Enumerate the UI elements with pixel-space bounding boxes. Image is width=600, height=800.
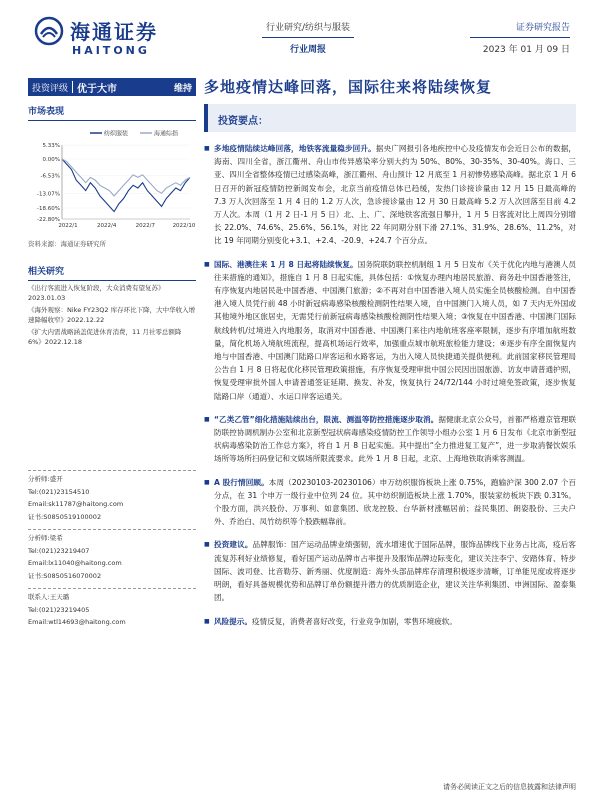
haitong-logo xyxy=(34,14,174,62)
related-research-title: 相关研究 xyxy=(28,264,196,281)
key-point-lead: 国际、港澳往来 1 月 8 日起将陆续恢复。 xyxy=(214,259,358,269)
main-content xyxy=(204,104,576,628)
key-point-body: 本周（20230103-20230106）申万纺织服饰板块上涨 0.75%，跑输沪深 300 2.07 个百分点，在 31 个申万一级行业中位列 24 位。其中纺织制造板块上涨 1.70%，服装家纺板块下跌 0.31%。个股方面，洪兴股份、万事利、如意集团、欣龙控股、台华新材涨幅居前；益民集团、朗姿股份、三夫户外、乔治白、凤竹纺织等个股跌幅靠前。 xyxy=(214,477,576,527)
analyst-card xyxy=(28,470,196,523)
key-point-paragraph xyxy=(204,413,576,466)
key-point-paragraph xyxy=(204,615,576,628)
series-line xyxy=(62,159,190,196)
market-performance-title: 市场表现 xyxy=(28,104,196,121)
market-chart xyxy=(28,125,196,233)
y-tick-label: -18.60% xyxy=(37,205,60,212)
report-category: 行业研究/纺织与服装 xyxy=(262,20,354,38)
analyst-card xyxy=(28,529,196,582)
report-header xyxy=(0,0,600,70)
key-point-lead: “乙类乙管”细化措施陆续出台，限流、测温等防控措施逐步取消。 xyxy=(214,414,439,424)
logo-chinese: 海通证券 xyxy=(70,20,158,44)
key-points-title: 投资要点： xyxy=(204,104,576,132)
analyst-card xyxy=(28,588,196,629)
key-point-paragraph xyxy=(204,258,576,403)
x-tick-label: 2022/10 xyxy=(172,223,196,229)
related-research-item[interactable]: 《扩大内需战略涵盖促进休育消费，11 月社零总额降 6%》2022.12.18 xyxy=(28,328,182,346)
analyst-name: 分析师:梁希 xyxy=(28,529,196,545)
analyst-tel: Tel:(021)23219407 xyxy=(28,546,90,555)
analyst-cert: 证书:S0850516070002 xyxy=(28,571,102,580)
legend-label: 海通综指 xyxy=(154,130,179,138)
analyst-email[interactable]: Email:lx11040@haitong.com xyxy=(28,559,122,567)
market-chart-svg xyxy=(28,125,196,233)
y-tick-label: -22.80% xyxy=(37,217,60,223)
analyst-tel: Tel:(021)23154510 xyxy=(28,487,90,496)
analyst-email[interactable]: Email:sk11787@haitong.com xyxy=(28,500,124,508)
analyst-list xyxy=(28,470,196,635)
logo-english: HAITONG xyxy=(72,44,150,57)
rating-value: 优于大市 xyxy=(77,83,118,95)
legend-label: 纺织服装 xyxy=(104,130,129,138)
analyst-tel: Tel:(021)23219405 xyxy=(28,605,90,614)
x-tick-label: 2022/4 xyxy=(96,223,117,229)
rating-bar xyxy=(28,78,196,96)
key-point-paragraph xyxy=(204,538,576,604)
rating-status: 维持 xyxy=(173,83,192,94)
report-headline: 多地疫情达峰回落，国际往来将陆续恢复 xyxy=(204,78,493,96)
chart-source: 资料来源：海通证券研究所 xyxy=(28,240,106,248)
y-tick-label: -13.07% xyxy=(37,191,60,198)
header-right-block xyxy=(470,20,570,55)
related-research-list xyxy=(28,283,196,347)
y-tick-label: 5.33% xyxy=(42,143,60,150)
key-point-body: 品牌服饰：国产运动品牌业绩强韧，流水增速优于国际品牌，服饰品牌线下业务占比高，疫后客流复苏利好业绩修复，看好国产运动品牌市占率提升及服饰品牌边际变化，建议关注李宁、安踏体育、特步国际、波司登、比音勒芬、新秀丽、优度制造：海外头部品牌库存清理积极逐步清晰，订单能见度或将逐步明朗，看好具备规模优势和品牌订单份额提升潜力的优质制造企业，建议关注华利集团、申洲国际、盈泰集团。 xyxy=(214,540,577,603)
related-research-item[interactable]: 《出行客流进入恢复阶段，大众消费有望复苏》2023.01.03 xyxy=(28,284,165,302)
sidebar xyxy=(28,104,196,347)
analyst-email[interactable]: Email:wtl14693@haitong.com xyxy=(28,618,126,626)
key-point-lead: A 股行情回顾。 xyxy=(214,477,269,487)
rating-label: 投资评级 xyxy=(32,83,69,94)
key-point-body: 国务院联防联控机制组 1 月 5 日发布《关于优化内地与港澳人员往来措施的通知》，措施自 1 月 8 日起实施，具体包括：①恢复办理内地居民旅游、商务赴中国香港签注，有序恢复内地居民赴中国香港、中国澳门旅游；②不再对自中国香港入境人员实施全员核酸检测。自中国香港入境人员凭行前 48 小时新冠病毒感染核酸检测阴性结果入境，自中国澳门入境人员，如 7 天内无外国或其他境外地区旅居史，无需凭行前新冠病毒感染核酸检测阴性结果入境；③恢复在中国香港、中国澳门国际航线转机/过境进入内地服务，取消对中国香港、中国澳门来往内地航班客座率限制，逐步有序增加航班数量，简化机场入境航班流程，提高机场运行效率，加强重点城市航班旅检能力建设；④逐步有序全面恢复内地与中国香港、中国澳门陆路口岸客运和水路客运，为出入境人员快捷通关提供便利。此前国家移民管理局公告自 1 月 8 日将起优化移民管理政策措施，有序恢复受理审批中国公民因出国旅游、访友申请普通护照，恢复受理审批外国人申请普通签证延期、换发、补发，恢复执行 24/72/144 小时过境免签政策，逐步恢复陆路口岸（通道）、水运口岸客运通关。 xyxy=(214,259,576,401)
haitong-logo-icon xyxy=(34,16,64,46)
key-point-paragraph xyxy=(204,142,576,248)
key-point-body: 据健康北京公众号，首都严格遵京管理联防联控协调机制办公室和北京新型冠状病毒感染疫情防控工作领导小组办公室 1 月 6 日发布《北京市新型冠状病毒感染防治工作总方案》，将自 1 月 8 日起实施。其中提出“全力推进复工复产”，进一步取消餐饮娱乐场所等场所扫码登记和文娱场所限流要求。此外 1 月 8 日起，北京、上海地铁取消乘客测温。 xyxy=(214,414,577,464)
key-point-body: 疫情反复，消费者喜好改变，行业竞争加剧，零售环境疲软。 xyxy=(251,616,457,626)
y-tick-label: 0.00% xyxy=(42,157,60,164)
header-category-block xyxy=(262,20,354,55)
analyst-name: 分析师:盛开 xyxy=(28,470,196,486)
x-tick-label: 2022/7 xyxy=(135,223,156,229)
related-research-item[interactable]: 《海外观察：Nike FY23Q2 库存环比下降，大中华收入增速降幅收窄》2022.12.22 xyxy=(28,306,196,324)
report-type: 行业周报 xyxy=(289,45,326,55)
key-point-paragraph xyxy=(204,476,576,529)
key-point-lead: 多地疫情陆续达峰回落，地铁客流量稳步回升。 xyxy=(214,144,376,153)
analyst-name: 联系人:王天璐 xyxy=(28,588,196,604)
disclaimer-note: 请务必阅读正文之后的信息披露和法律声明 xyxy=(443,783,576,791)
analyst-cert: 证书:S0850519100002 xyxy=(28,512,102,521)
key-point-lead: 风险提示。 xyxy=(214,616,252,626)
key-point-body: 据央广网报引各地疾控中心及疫情发布会近日公布的数据，海南、四川全省，浙江衢州、舟山市传异感染率分别大约为 50%、80%、30-35%、30-40%。海口、三亚、四川全省整体疫情已过感染高峰，浙江衢州、舟山预计 12 月底至 1 月初惨势感染高峰。据北京 1 月 6 日召开的新冠疫情防控新闻发布会，北京当前疫情总体已趋缓，发热门诊接诊量由 12 月 15 日最高峰的 7.3 万人次回落至 1 月 4 日的 1.2 万人次，急诊接诊量由 12 月 30 日最高峰 5.2 万人次回落至目前 4.2 万人次。本周（1 月 2 日-1 月 5 日）北、上、广、深地铁客流强日攀升，1 月 5 日客流对比上周四分别增长 22.0%、74.6%、25.6%、56.1%，对比 22 年同期分别下滑 27.1%、31.9%、28.6%、11.2%，对比 19 年同期分别变化+3.1、+2.4、-20.9、+24.7 个百分点。 xyxy=(214,144,576,246)
y-tick-label: -6.53% xyxy=(40,173,60,180)
report-date: 2023 年 01 月 09 日 xyxy=(482,45,570,55)
key-point-lead: 投资建议。 xyxy=(214,540,253,550)
x-tick-label: 2022/1 xyxy=(58,223,78,229)
report-label: 证券研究报告 xyxy=(470,20,570,38)
